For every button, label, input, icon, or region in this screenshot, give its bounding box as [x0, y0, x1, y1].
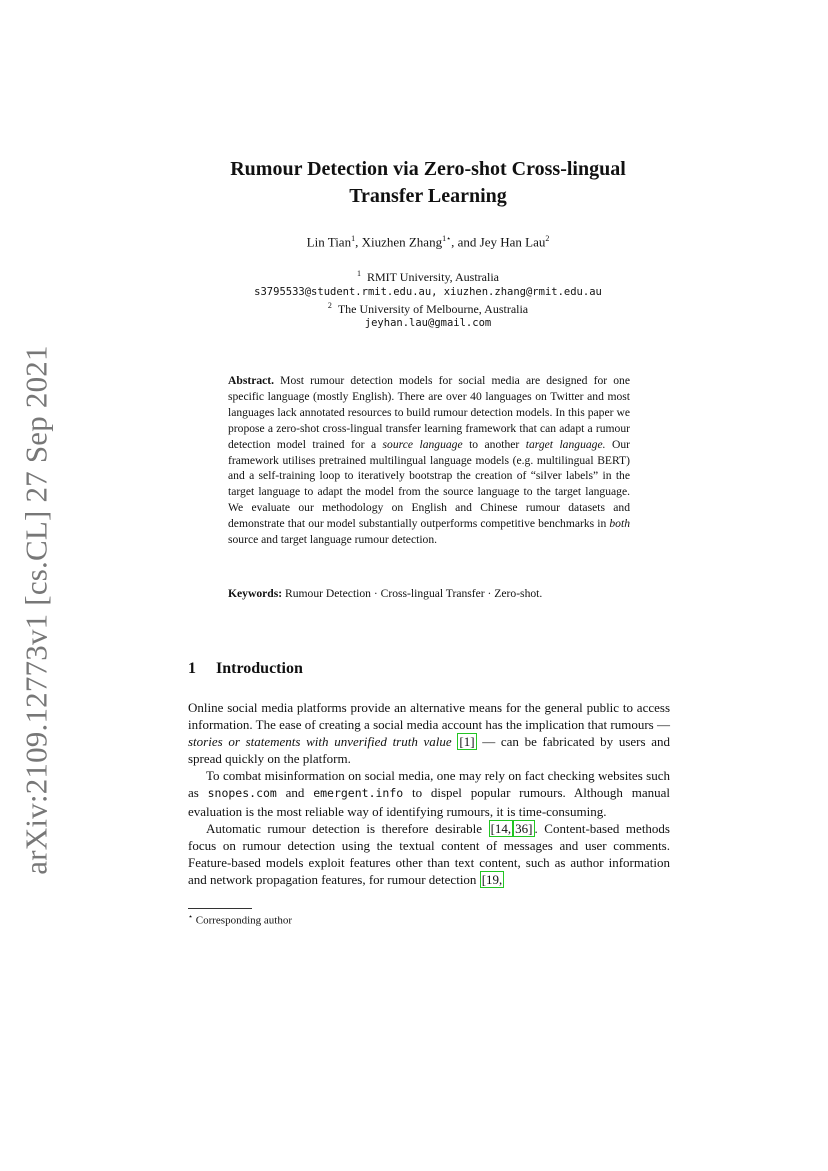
citation-link[interactable]: [1]: [459, 734, 475, 750]
intro-p3-text-a: Automatic rumour detection is therefore desirable: [206, 820, 489, 836]
affiliation-1-mark: 1: [357, 269, 361, 278]
footnote: [188, 912, 292, 927]
affiliation-2-name: The University of Melbourne, Australia: [337, 302, 529, 316]
author-3-affiliation-mark: 2: [545, 234, 550, 243]
author-list: [120, 234, 736, 250]
abstract-emphasis-both: both: [609, 517, 630, 531]
abstract-emphasis-target-language: target language.: [525, 437, 606, 451]
intro-p2-text-c: to dispel popular rumours. Although manual evaluation is the most reliable way of identifying rumours, it is time-consuming.: [188, 785, 670, 819]
affiliation-2-mark: 2: [327, 301, 332, 310]
keywords: [228, 587, 630, 600]
introduction-body: [188, 699, 670, 888]
affiliation-1-emails: s3795533@student.rmit.edu.au, xiuzhen.zhang@rmit.edu.au: [254, 286, 602, 298]
section-number: 1: [188, 660, 196, 677]
author-1: Lin Tian: [306, 234, 352, 250]
abstract-text-2: to another: [462, 437, 526, 451]
affiliation-1: [120, 266, 736, 285]
author-3: Jey Han Lau: [479, 234, 546, 250]
arxiv-identifier-text: arXiv:2109.12773v1 [cs.CL] 27 Sep 2021: [19, 345, 55, 875]
affiliation-1-name: RMIT University, Australia: [367, 270, 499, 284]
intro-p2-emergent: emergent.info: [313, 786, 404, 801]
intro-paragraph-2: [188, 767, 670, 819]
author-2-affiliation-mark: 1⋆: [442, 234, 452, 243]
title-line-1: Rumour Detection via Zero-shot Cross-lingual: [230, 158, 626, 180]
citation-link[interactable]: [19,: [481, 871, 503, 887]
abstract-emphasis-source-language: source language: [382, 437, 463, 451]
intro-p1-text-a: Online social media platforms provide an alternative means for the general public to access information. The ease of creating a social media account has the implication that rumours —: [188, 700, 670, 733]
affiliation-2-email: jeyhan.lau@gmail.com: [364, 317, 492, 329]
author-2: Xiuzhen Zhang: [361, 234, 443, 250]
title-line-2: Transfer Learning: [349, 185, 507, 207]
keywords-text: Rumour Detection · Cross-lingual Transfer · Zero-shot.: [282, 587, 543, 600]
abstract-text-3: Our framework utilises pretrained multilingual language models (e.g. multilingual BERT) and a self-training loop to iteratively bootstrap the creation of “silver labels” in the target language to adapt the model from the source language to the target language. We evaluate our methodology on English and Chinese rumour datasets and demonstrate that our model substantially outperforms competitive benchmarks in: [228, 437, 630, 531]
intro-p2-text-a: To combat misinformation on social media, one may rely on fact checking websites such as: [188, 768, 670, 801]
footnote-mark: ⋆: [188, 912, 194, 921]
footnote-text: Corresponding author: [193, 914, 292, 927]
abstract-text-1: Most rumour detection models for social media are designed for one specific language (mostly English). There are over 40 languages on Twitter and most languages lack annotated resources to build rumour detection models. In this paper we propose a zero-shot cross-lingual transfer learning framework that can adapt a rumour detection model trained for a: [228, 374, 630, 451]
keywords-label: Keywords:: [228, 587, 283, 600]
intro-paragraph-3: [188, 820, 670, 888]
section-heading-introduction: [188, 660, 303, 678]
author-separator: ,: [355, 234, 362, 250]
intro-paragraph-1: [188, 699, 670, 767]
author-1-affiliation-mark: 1: [351, 234, 356, 243]
abstract-text-4: source and target language rumour detection.: [228, 533, 438, 547]
abstract: [228, 373, 630, 548]
intro-p2-text-b: and: [276, 785, 314, 801]
footnote-rule: [188, 908, 252, 909]
intro-p1-text-c: — can be fabricated by users and spread quickly on the platform.: [188, 734, 670, 767]
citation-link[interactable]: 36]: [515, 820, 533, 836]
citation-link[interactable]: [14,: [490, 820, 512, 836]
section-title: Introduction: [216, 660, 303, 677]
abstract-label: Abstract.: [228, 374, 275, 387]
arxiv-identifier-stamp: [14, 345, 60, 875]
intro-p2-snopes: snopes.com: [207, 786, 277, 801]
intro-p1-emphasis: stories or statements with unverified truth value: [188, 734, 452, 750]
paper-title: [120, 156, 736, 210]
intro-p3-text-b: . Content-based methods focus on rumour detection using the textual content of messages and user comments. Feature-based models exploit features other than text content, such as author information and network propagation features, for rumour detection: [188, 820, 670, 887]
author-separator-and: , and: [451, 234, 480, 250]
